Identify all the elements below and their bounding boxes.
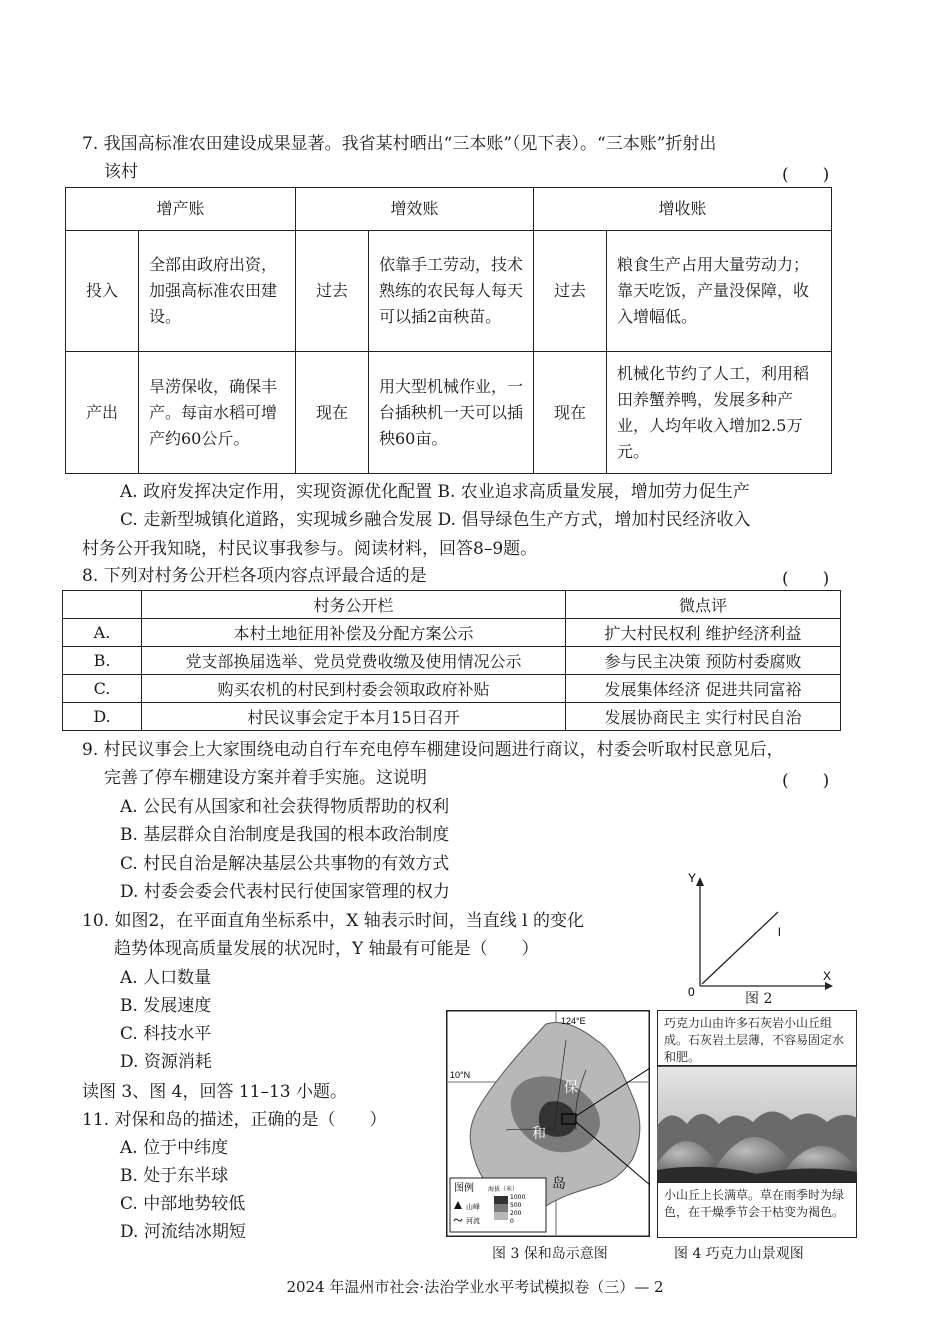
intro-11-13: 读图 3、图 4，回答 11–13 小题。 — [82, 1082, 348, 1102]
q8-row-content: 购买农机的村民到村委会领取政府补贴 — [142, 675, 566, 703]
page-footer: 2024 年温州市社会·法治学业水平考试模拟卷（三）— 2 — [286, 1278, 664, 1296]
place-char-1: 保 — [564, 1080, 578, 1096]
q7-header-1: 增产账 — [66, 188, 296, 231]
q8-header-comment: 微点评 — [566, 591, 841, 619]
lat-label: 10°N — [450, 1070, 471, 1080]
fig2-x-label: X — [823, 969, 832, 983]
y-axis-arrow-icon — [696, 877, 704, 886]
q7-row1-label3: 过去 — [534, 231, 607, 352]
legend-river-label: 河流 — [466, 1217, 480, 1225]
fig2-line-label: l — [778, 925, 781, 939]
line-l — [702, 912, 778, 984]
legend-elev-value: 1000 — [510, 1194, 526, 1201]
q10-option-c: C. 科技水平 — [120, 1024, 212, 1044]
legend-title: 图例 — [454, 1183, 474, 1194]
legend-elev-value: 500 — [510, 1202, 522, 1209]
q11-option-d: D. 河流结冰期短 — [120, 1222, 246, 1242]
q7-row2-label1: 产出 — [66, 352, 139, 474]
fig2-caption: 图 2 — [745, 991, 773, 1007]
q8-row-comment: 发展集体经济 促进共同富裕 — [566, 675, 841, 703]
q9-option-d: D. 村委会委会代表村民行使国家管理的权力 — [120, 882, 450, 902]
q7-stem-line1: 7. 我国高标准农田建设成果显著。我省某村晒出“三本账”（见下表）。“三本账”折射出 — [82, 134, 717, 154]
q8-row-comment: 发展协商民主 实行村民自治 — [566, 703, 841, 731]
q7-row1-cell1: 全部由政府出资，加强高标准农田建设。 — [139, 231, 296, 352]
q7-table — [65, 187, 832, 474]
figure-2-graph — [680, 868, 850, 998]
fig4-caption: 图 4 巧克力山景观图 — [674, 1246, 804, 1262]
q7-row2-label3: 现在 — [534, 352, 607, 474]
legend-swatch-mid — [494, 1204, 508, 1212]
q9-stem-line1: 9. 村民议事会上大家围绕电动自行车充电停车棚建设问题进行商议，村委会听取村民意见后， — [82, 740, 784, 760]
fig2-origin: 0 — [688, 985, 695, 998]
table-row — [63, 703, 841, 731]
fig3-caption: 图 3 保和岛示意图 — [492, 1246, 608, 1262]
table-row — [63, 675, 841, 703]
legend-elev-value: 0 — [510, 1218, 514, 1225]
q10-stem-line1: 10. 如图2，在平面直角坐标系中，X 轴表示时间，当直线 l 的变化 — [82, 911, 585, 931]
q7-header-2: 增效账 — [296, 188, 534, 231]
q9-stem-line2: 完善了停车棚建设方案并着手实施。这说明 — [104, 768, 427, 788]
q9-option-a: A. 公民有从国家和社会获得物质帮助的权利 — [120, 797, 450, 817]
legend-swatch-low — [494, 1212, 508, 1220]
q7-row2-cell1: 旱涝保收，确保丰产。每亩水稻可增产约60公斤。 — [139, 352, 296, 474]
q7-row1-label2: 过去 — [296, 231, 369, 352]
legend-elev-title: 海拔（米） — [488, 1186, 519, 1193]
fig4-note-bottom: 小山丘上长满草。草在雨季时为绿色，在干燥季节会干枯变为褐色。 — [657, 1182, 857, 1238]
q9-option-c: C. 村民自治是解决基层公共事物的有效方式 — [120, 854, 450, 874]
q11-option-c: C. 中部地势较低 — [120, 1194, 246, 1214]
q8-row-letter: D. — [63, 703, 142, 731]
lon-label: 124°E — [561, 1016, 586, 1026]
q11-option-a: A. 位于中纬度 — [120, 1138, 229, 1158]
intro-8-9: 村务公开我知晓，村民议事我参与。阅读材料，回答8–9题。 — [82, 539, 538, 559]
q10-option-a: A. 人口数量 — [120, 968, 212, 988]
chocolate-hills-photo — [657, 1066, 857, 1182]
q7-row2-label2: 现在 — [296, 352, 369, 474]
q8-header-public: 村务公开栏 — [142, 591, 566, 619]
q8-row-comment: 扩大村民权利 维护经济利益 — [566, 619, 841, 647]
fig4-note-top: 巧克力山由许多石灰岩小山丘组成。石灰岩土层薄，不容易固定水和肥。 — [657, 1010, 857, 1066]
q7-row1-cell2: 依靠手工劳动，技术熟练的农民每人每天可以插2亩秧苗。 — [369, 231, 534, 352]
q8-stem: 8. 下列对村务公开栏各项内容点评最合适的是 — [82, 566, 427, 586]
q7-row1-label1: 投入 — [66, 231, 139, 352]
q7-header-3: 增收账 — [534, 188, 832, 231]
x-axis-arrow-icon — [825, 982, 833, 990]
q8-row-letter: A. — [63, 619, 142, 647]
q7-options-ab: A. 政府发挥决定作用，实现资源优化配置 B. 农业追求高质量发展，增加劳力促生产 — [120, 482, 750, 502]
q10-option-b: B. 发展速度 — [120, 996, 212, 1016]
place-char-3: 岛 — [552, 1176, 566, 1192]
legend-mountain-label: 山峰 — [466, 1203, 480, 1211]
legend-elev-value: 200 — [510, 1210, 522, 1217]
q8-answer-paren: ( ) — [782, 569, 830, 589]
q7-row1-cell3: 粮食生产占用大量劳动力；靠天吃饭，产量没保障，收入增幅低。 — [607, 231, 832, 352]
q8-table — [62, 590, 841, 731]
q8-row-content: 党支部换届选举、党员党费收缴及使用情况公示 — [142, 647, 566, 675]
q9-answer-paren: ( ) — [782, 771, 830, 791]
q11-stem: 11. 对保和岛的描述，正确的是（ ） — [82, 1110, 387, 1130]
q8-row-comment: 参与民主决策 预防村委腐败 — [566, 647, 841, 675]
q10-stem-line2: 趋势体现高质量发展的状况时，Y 轴最有可能是（ ） — [114, 939, 539, 959]
q11-option-b: B. 处于东半球 — [120, 1166, 229, 1186]
place-char-2: 和 — [532, 1126, 546, 1142]
fig2-y-label: Y — [688, 871, 697, 885]
q8-row-letter: B. — [63, 647, 142, 675]
q7-answer-paren: ( ) — [782, 165, 830, 185]
table-row — [63, 619, 841, 647]
figure-3-map — [446, 1010, 650, 1237]
q8-row-content: 本村土地征用补偿及分配方案公示 — [142, 619, 566, 647]
q8-header-blank — [63, 591, 142, 619]
table-row — [63, 647, 841, 675]
q7-row2-cell3: 机械化节约了人工，利用稻田养蟹养鸭，发展多种产业，人均年收入增加2.5万元。 — [607, 352, 832, 474]
legend-swatch-high — [494, 1196, 508, 1204]
q7-row2-cell2: 用大型机械作业，一台插秧机一天可以插秧60亩。 — [369, 352, 534, 474]
q8-row-content: 村民议事会定于本月15日召开 — [142, 703, 566, 731]
q7-options-cd: C. 走新型城镇化道路，实现城乡融合发展 D. 倡导绿色生产方式，增加村民经济收入 — [120, 510, 751, 530]
q8-row-letter: C. — [63, 675, 142, 703]
q9-option-b: B. 基层群众自治制度是我国的根本政治制度 — [120, 825, 450, 845]
q10-option-d: D. 资源消耗 — [120, 1052, 212, 1072]
q7-stem-line2: 该村 — [104, 162, 138, 182]
